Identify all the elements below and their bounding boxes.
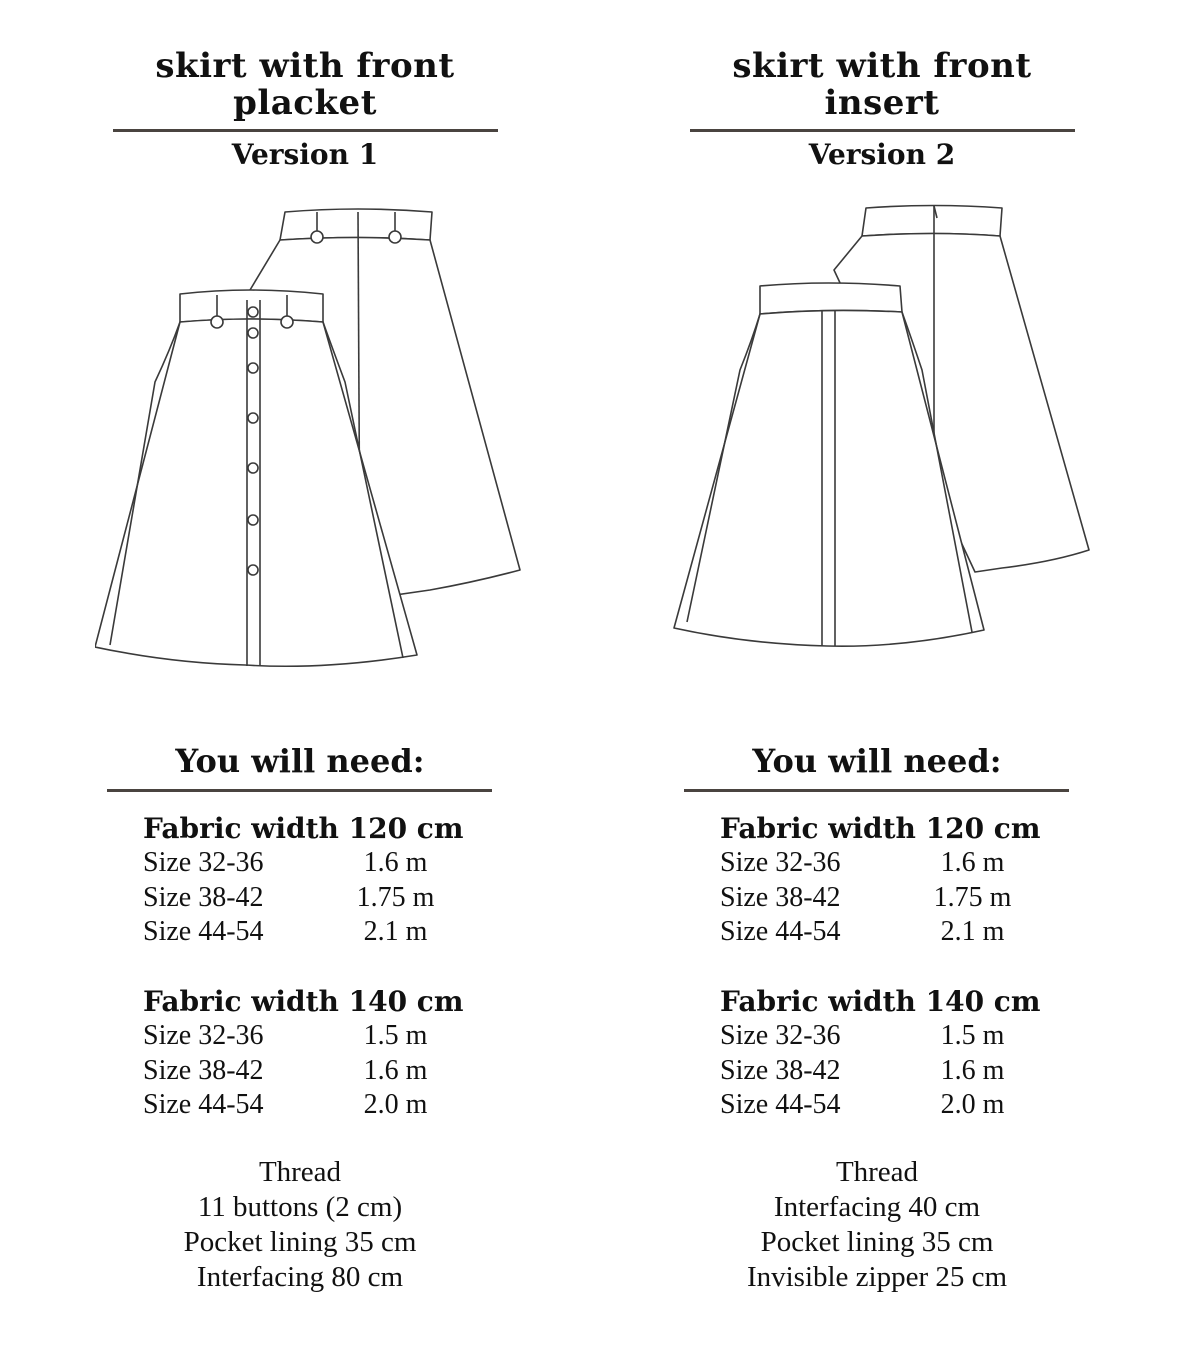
amount-value: 1.75 m: [933, 881, 1012, 913]
fabric-row: [720, 1019, 1080, 1054]
version1-title: [95, 48, 515, 122]
extra-item: Thread: [258, 1156, 342, 1188]
size-label: Size 38-42: [720, 881, 841, 913]
size-label: Size 44-54: [720, 1089, 841, 1120]
fabric-row: [143, 1019, 503, 1054]
fabric-row: [720, 915, 1080, 950]
amount-value: 1.6 m: [940, 847, 1005, 878]
version1-fabric-120: [143, 812, 503, 950]
amount-value: 1.6 m: [363, 847, 428, 878]
version1-column: [95, 0, 515, 1370]
version2-fabric-140: [720, 985, 1080, 1123]
version1-title-rule: [113, 129, 498, 132]
fabric-row: [720, 1054, 1080, 1089]
extra-item: 11 buttons (2 cm): [197, 1191, 403, 1223]
version1-need-title: You will need:: [175, 742, 425, 780]
version2-title-line1: skirt with front: [732, 46, 1032, 86]
extra-item: Pocket lining 35 cm: [760, 1226, 994, 1258]
amount-value: 1.75 m: [356, 881, 435, 913]
size-label: Size 38-42: [143, 1054, 264, 1086]
extra-item: Thread: [835, 1156, 919, 1188]
version2-extras: [672, 1155, 1082, 1295]
size-label: Size 32-36: [720, 847, 841, 878]
size-label: Size 32-36: [143, 847, 264, 878]
size-label: Size 38-42: [143, 881, 264, 913]
amount-value: 2.1 m: [363, 916, 428, 947]
amount-value: 1.5 m: [940, 1020, 1005, 1051]
fabric-row: [143, 881, 503, 916]
fabric-row: [143, 915, 503, 950]
fabric-row: [720, 846, 1080, 881]
version1-title-line1: skirt with front: [155, 46, 455, 86]
fabric-heading: Fabric width 140 cm: [143, 985, 464, 1018]
extra-item: Interfacing 40 cm: [773, 1191, 981, 1223]
amount-value: 1.6 m: [940, 1054, 1005, 1086]
version1-fabric-140: [143, 985, 503, 1123]
fabric-heading: Fabric width 120 cm: [143, 812, 464, 845]
fabric-heading: Fabric width 120 cm: [720, 812, 1041, 845]
version1-extras: [95, 1155, 505, 1295]
fabric-row: [720, 881, 1080, 916]
amount-value: 2.0 m: [940, 1089, 1005, 1120]
version1-label: Version 1: [231, 138, 379, 171]
version2-need-title: You will need:: [752, 742, 1002, 780]
version2-title: [672, 48, 1092, 122]
size-label: Size 38-42: [720, 1054, 841, 1086]
amount-value: 2.1 m: [940, 916, 1005, 947]
fabric-row: [143, 1054, 503, 1089]
size-label: Size 44-54: [143, 1089, 264, 1120]
amount-value: 1.6 m: [363, 1054, 428, 1086]
skirt-front-insert-drawing: [672, 200, 1112, 680]
amount-value: 2.0 m: [363, 1089, 428, 1120]
extra-item: Invisible zipper 25 cm: [746, 1261, 1008, 1293]
size-label: Size 32-36: [720, 1020, 841, 1051]
extra-item: Pocket lining 35 cm: [183, 1226, 417, 1258]
size-label: Size 32-36: [143, 1020, 264, 1051]
version2-title-rule: [690, 129, 1075, 132]
fabric-row: [720, 1088, 1080, 1123]
fabric-heading: Fabric width 140 cm: [720, 985, 1041, 1018]
skirt-front-placket-drawing: [95, 200, 535, 680]
version2-fabric-120: [720, 812, 1080, 950]
version2-column: [672, 0, 1092, 1370]
extra-item: Interfacing 80 cm: [196, 1261, 404, 1293]
version2-label: Version 2: [808, 138, 956, 171]
version2-title-line2: insert: [824, 83, 940, 123]
fabric-row: [143, 846, 503, 881]
version1-title-line2: placket: [233, 83, 377, 123]
fabric-row: [143, 1088, 503, 1123]
size-label: Size 44-54: [720, 916, 841, 947]
version2-need-rule: [684, 789, 1069, 792]
amount-value: 1.5 m: [363, 1020, 428, 1051]
size-label: Size 44-54: [143, 916, 264, 947]
version1-need-rule: [107, 789, 492, 792]
